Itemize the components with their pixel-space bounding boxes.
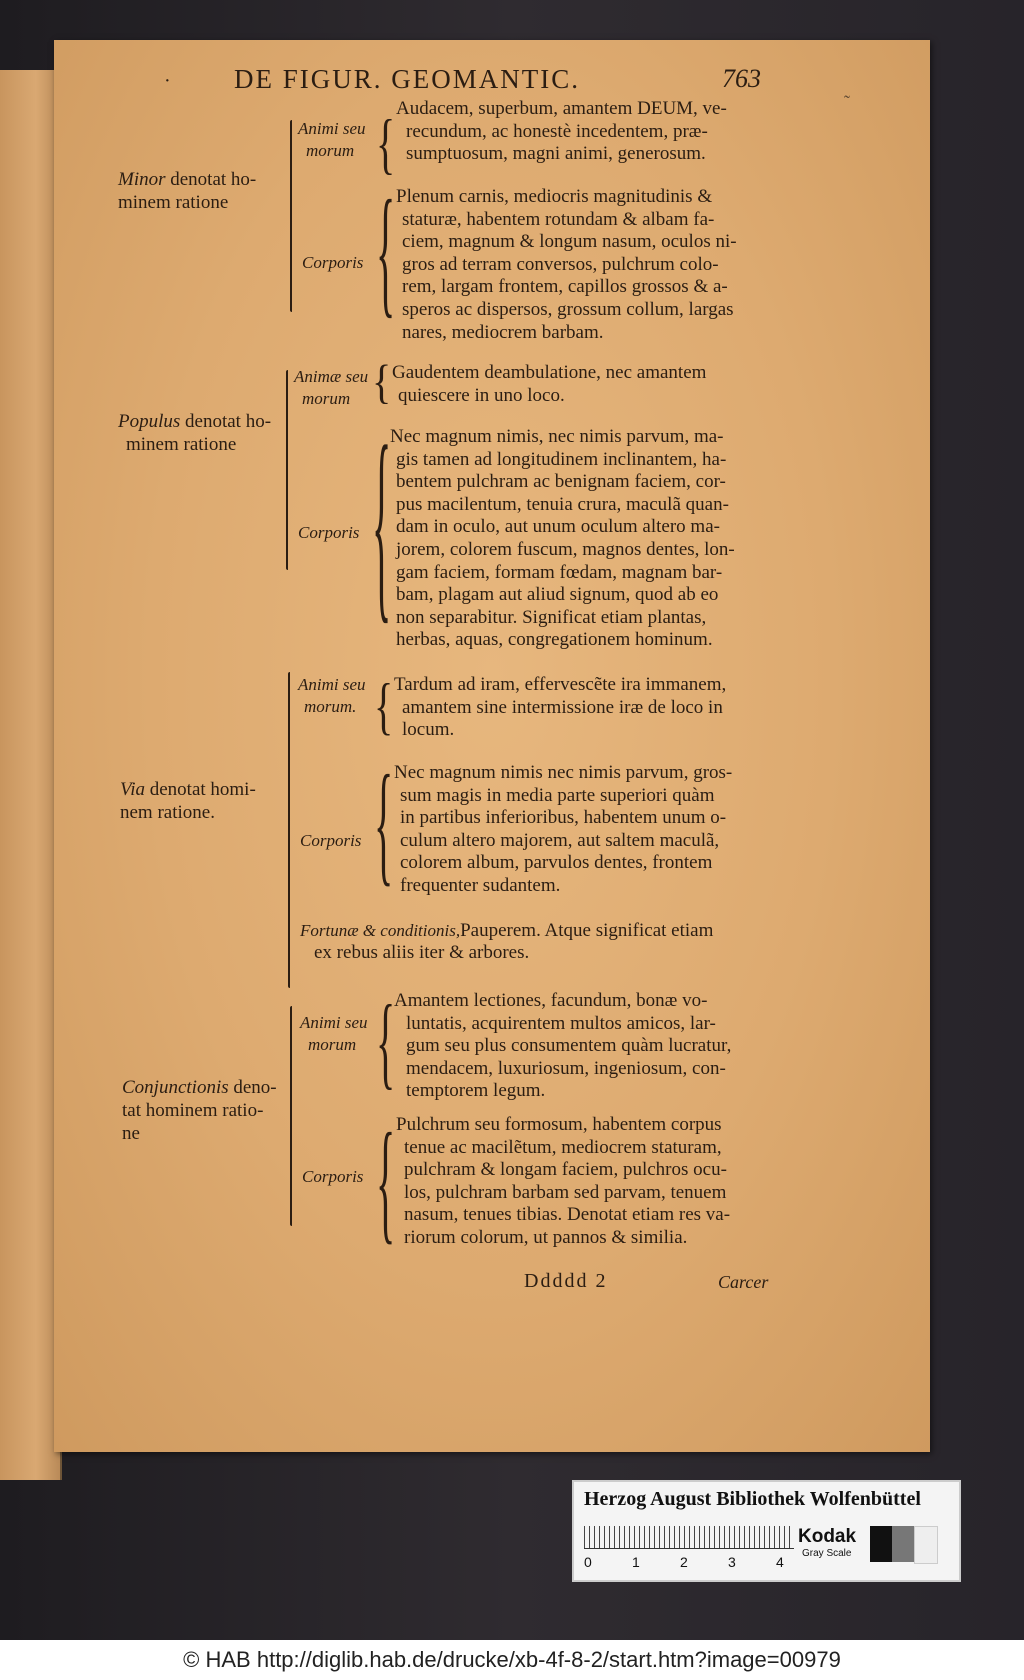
category-label: Corporis [302,253,364,272]
text-block: Nec magnum nimis nec nimis parvum, gros- sum magis in media parte superiori quàm in partibus inferioribus, habentem unum o- culum altero majorem, aut saltem maculã, colorem album, parvulos dentes, frontem frequenter sudantem. [394,762,733,896]
ruler-number: 2 [680,1554,688,1570]
subject-name: Conjunctionis [122,1077,229,1098]
subject-text: nem ratione. [120,802,215,823]
subject-text: ne [122,1123,140,1144]
outer-bracket [286,370,288,570]
brace: { [372,354,392,409]
subject-text: denotat ho- [170,169,257,190]
scale-ruler [584,1526,794,1549]
subject-via [120,778,256,824]
brace: { [372,399,392,643]
text-block: Plenum carnis, mediocris magnitudinis & staturæ, habentem rotundam & albam fa- ciem, magnum & longum nasum, oculos ni- gros ad terram conversos, pulchrum colo- rem, largam frontem, capillos grossos & a- speros ac dispersos, grossum collum, largas nares, mediocrem barbam. [396,186,737,343]
ruler-number: 1 [632,1554,640,1570]
book-page [54,40,930,1452]
brace: { [376,1103,396,1257]
signature-mark: Ddddd 2 [524,1270,608,1292]
brace: { [376,104,396,182]
brace: { [376,169,396,332]
subject-populus [118,410,271,456]
text-block: Amantem lectiones, facundum, bonæ vo- luntatis, acquirentem multos amicos, lar- gum seu plus consumentem quàm lucratur, mendacem, luxuriosum, ingeniosum, con- temptorem legum. [394,990,732,1102]
category-label: Animi seu morum [300,1013,368,1054]
color-calibration-card [572,1480,961,1582]
subject-minor [118,168,256,214]
text-block: Pulchrum seu formosum, habentem corpus tenue ac macilẽtum, mediocrem staturam, pulchram & longam faciem, pulchros ocu- los, pulchram barbam sed parvam, tenuem nasum, tenues tibias. Denotat etiam res va- riorum colorum, ut pannos & similia. [396,1114,731,1248]
text-block: Tardum ad iram, effervescẽte ira immanem, amantem sine intermissione iræ de loco in locum. [394,674,727,741]
brace: { [376,982,396,1100]
subject-name: Minor [118,169,166,190]
subject-text: deno- [233,1077,277,1098]
ruler-number: 0 [584,1554,592,1570]
copyright-footer: © HAB http://diglib.hab.de/drucke/xb-4f-8-2/start.htm?image=00979 [0,1640,1024,1680]
subject-text: minem ratione [118,192,229,213]
category-label: Animæ seu morum [294,367,369,408]
gray-patch [892,1526,914,1562]
category-label: Corporis [300,831,362,850]
text-block: Audacem, superbum, amantem DEUM, ve- recundum, ac honestè incedentem, præ- sumptuosum, magni animi, generosum. [396,98,727,165]
subject-name: Via [120,779,145,800]
subject-text: minem ratione [126,434,237,455]
text-block: Gaudentem deambulatione, nec amantem quiescere in uno loco. [392,362,707,406]
subject-text: tat hominem ratio- [122,1100,264,1121]
fortune-line: Fortunæ & conditionis,Pauperem. Atque significat etiam ex rebus aliis iter & arbores. [300,920,714,963]
ruler-number: 4 [776,1554,784,1570]
grayscale-label: Gray Scale [802,1548,852,1559]
subject-name: Populus [118,411,181,432]
category-label: Animi seu morum. [298,675,366,716]
outer-bracket [290,1006,292,1226]
facing-page-edge [0,70,62,1480]
library-name: Herzog August Bibliothek Wolfenbüttel [584,1488,921,1510]
category-label: Corporis [302,1167,364,1186]
brace: { [374,745,394,899]
gray-patch [870,1526,892,1562]
subject-text: denotat ho- [185,411,272,432]
subject-text: denotat homi- [149,779,256,800]
outer-bracket [288,672,290,988]
outer-bracket [290,120,292,312]
ink-smudge: ˜ [844,92,850,112]
category-label: Animi seu morum [298,119,366,160]
gray-patch [914,1526,938,1564]
catchword: Carcer [718,1272,769,1292]
running-header: DE FIGUR. GEOMANTIC. [234,64,580,94]
brace: { [374,669,394,742]
ruler-number: 3 [728,1554,736,1570]
category-label: Corporis [298,523,360,542]
text-block: Nec magnum nimis, nec nimis parvum, ma- gis tamen ad longitudinem inclinantem, ha- bentem pulchram ac benignam faciem, cor- pus macilentum, tenuia crura, maculã quan- dam in oculo, aut unum oculum altero ma- jorem, colorem fuscum, magnos dentes, lon- gam faciem, formam fœdam, magnam bar- bam, plagam aut aliud signum, quod ab eo non separabitur. Significat etiam plantas, herbas, aquas, congregationem hominum. [390,426,735,651]
page-number: 763 [722,64,761,93]
subject-conjunctionis [122,1076,277,1145]
ink-dot: · [164,70,171,92]
kodak-logo: Kodak [798,1526,857,1547]
